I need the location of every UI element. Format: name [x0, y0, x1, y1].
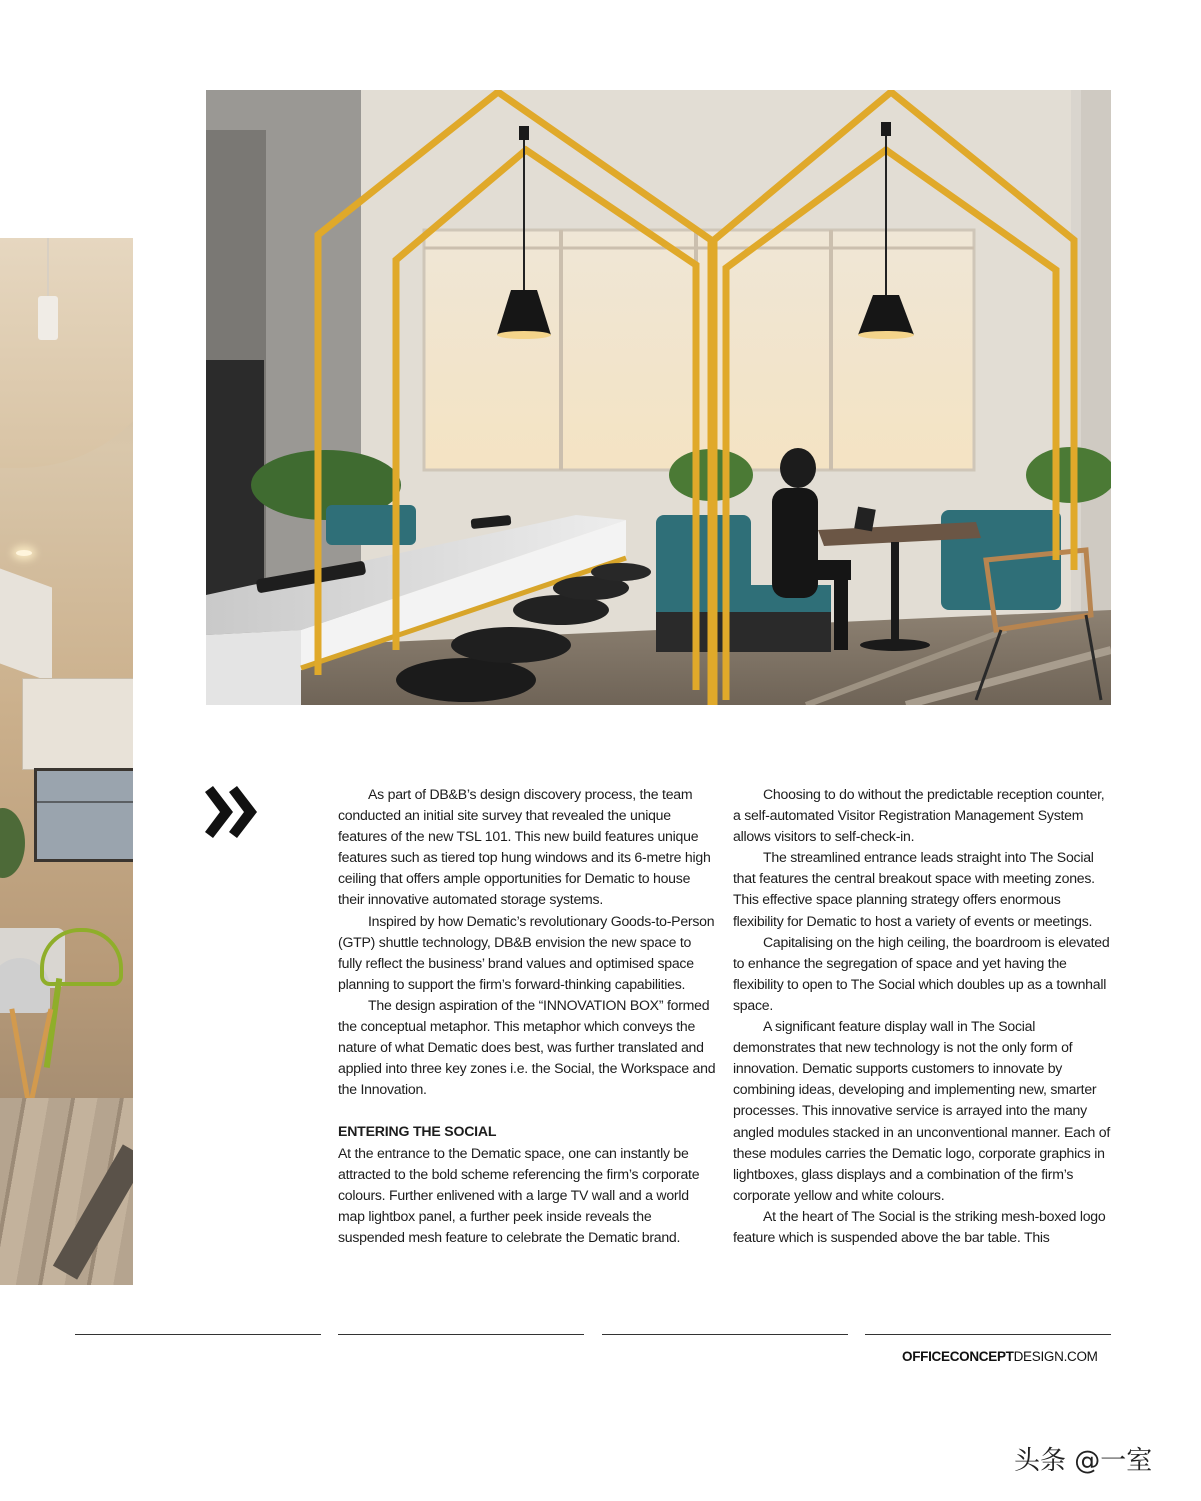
paragraph: At the entrance to the Dematic space, one can instantly be attracted to the bold scheme referencing the firm’s corporate colours. Further enlivened with a large TV wall and a world map lightbox panel, a further peek inside reveals the suspended mesh feature to celebrate the Dematic brand. — [338, 1144, 700, 1245]
site-name-bold: OFFICECONCEPT — [902, 1349, 1014, 1364]
footer-rule — [602, 1334, 848, 1335]
paragraph: Choosing to do without the predictable reception counter, a self-automated Visitor Registration Management System allows visitors to self-check-in. — [733, 786, 1105, 845]
paragraph: Inspired by how Dematic’s revolutionary Goods-to-Person (GTP) shuttle technology, DB&B envision the new space to fully reflect the business’ brand values and optimised space planning to support the firm’s forward-thinking capabilities. — [338, 912, 715, 992]
paragraph: A significant feature display wall in The Social demonstrates that new technology is not the only form of innovation. Dematic supports customers to innovate by combining ideas, developing and implementing new, smarter processes. This innovative service is arrayed into the many angled modules stacked in an unconventional manner. Each of these modules carries the Dematic logo, corporate graphics in lightboxes, glass displays and a combination of the firm’s corporate yellow and white colours. — [733, 1018, 1111, 1203]
footer-rule — [338, 1334, 584, 1335]
footer-website — [902, 1349, 1112, 1367]
article-column-right — [733, 784, 1111, 1289]
watermark: 头条 @一室 — [1014, 1446, 1153, 1476]
paragraph: As part of DB&B’s design discovery process, the team conducted an initial site survey that revealed the unique features of the new TSL 101. This new build features unique features such as tiered top hung windows and its 6-metre high ceiling that offers ample opportunities for Dematic to house their innovative automated storage systems. — [338, 786, 711, 908]
footer-rule — [865, 1334, 1111, 1335]
left-photo-breakout-area — [0, 238, 133, 1285]
paragraph: The streamlined entrance leads straight into The Social that features the central breakout space with meeting zones. This effective space planning strategy offers enormous flexibility for Dematic to host a variety of events or meetings. — [733, 849, 1095, 929]
article-column-left — [338, 784, 716, 1289]
section-heading: ENTERING THE SOCIAL — [338, 1123, 497, 1140]
paragraph: Capitalising on the high ceiling, the boardroom is elevated to enhance the segregation of space and yet having the flexibility to open to The Social which doubles up as a townhall space. — [733, 933, 1110, 1013]
main-photo-house-frame-booths — [206, 90, 1111, 705]
double-chevron-icon — [205, 786, 261, 838]
paragraph: At the heart of The Social is the striking mesh-boxed logo feature which is suspended above the bar table. This — [733, 1207, 1106, 1245]
paragraph: The design aspiration of the “INNOVATION BOX” formed the conceptual metaphor. This metaphor which conveys the nature of what Dematic does best, was further translated and applied into three key zones i.e. the Social, the Workspace and the Innovation. — [338, 996, 716, 1098]
footer-rule — [75, 1334, 321, 1335]
site-name-regular: DESIGN.COM — [1013, 1349, 1098, 1364]
